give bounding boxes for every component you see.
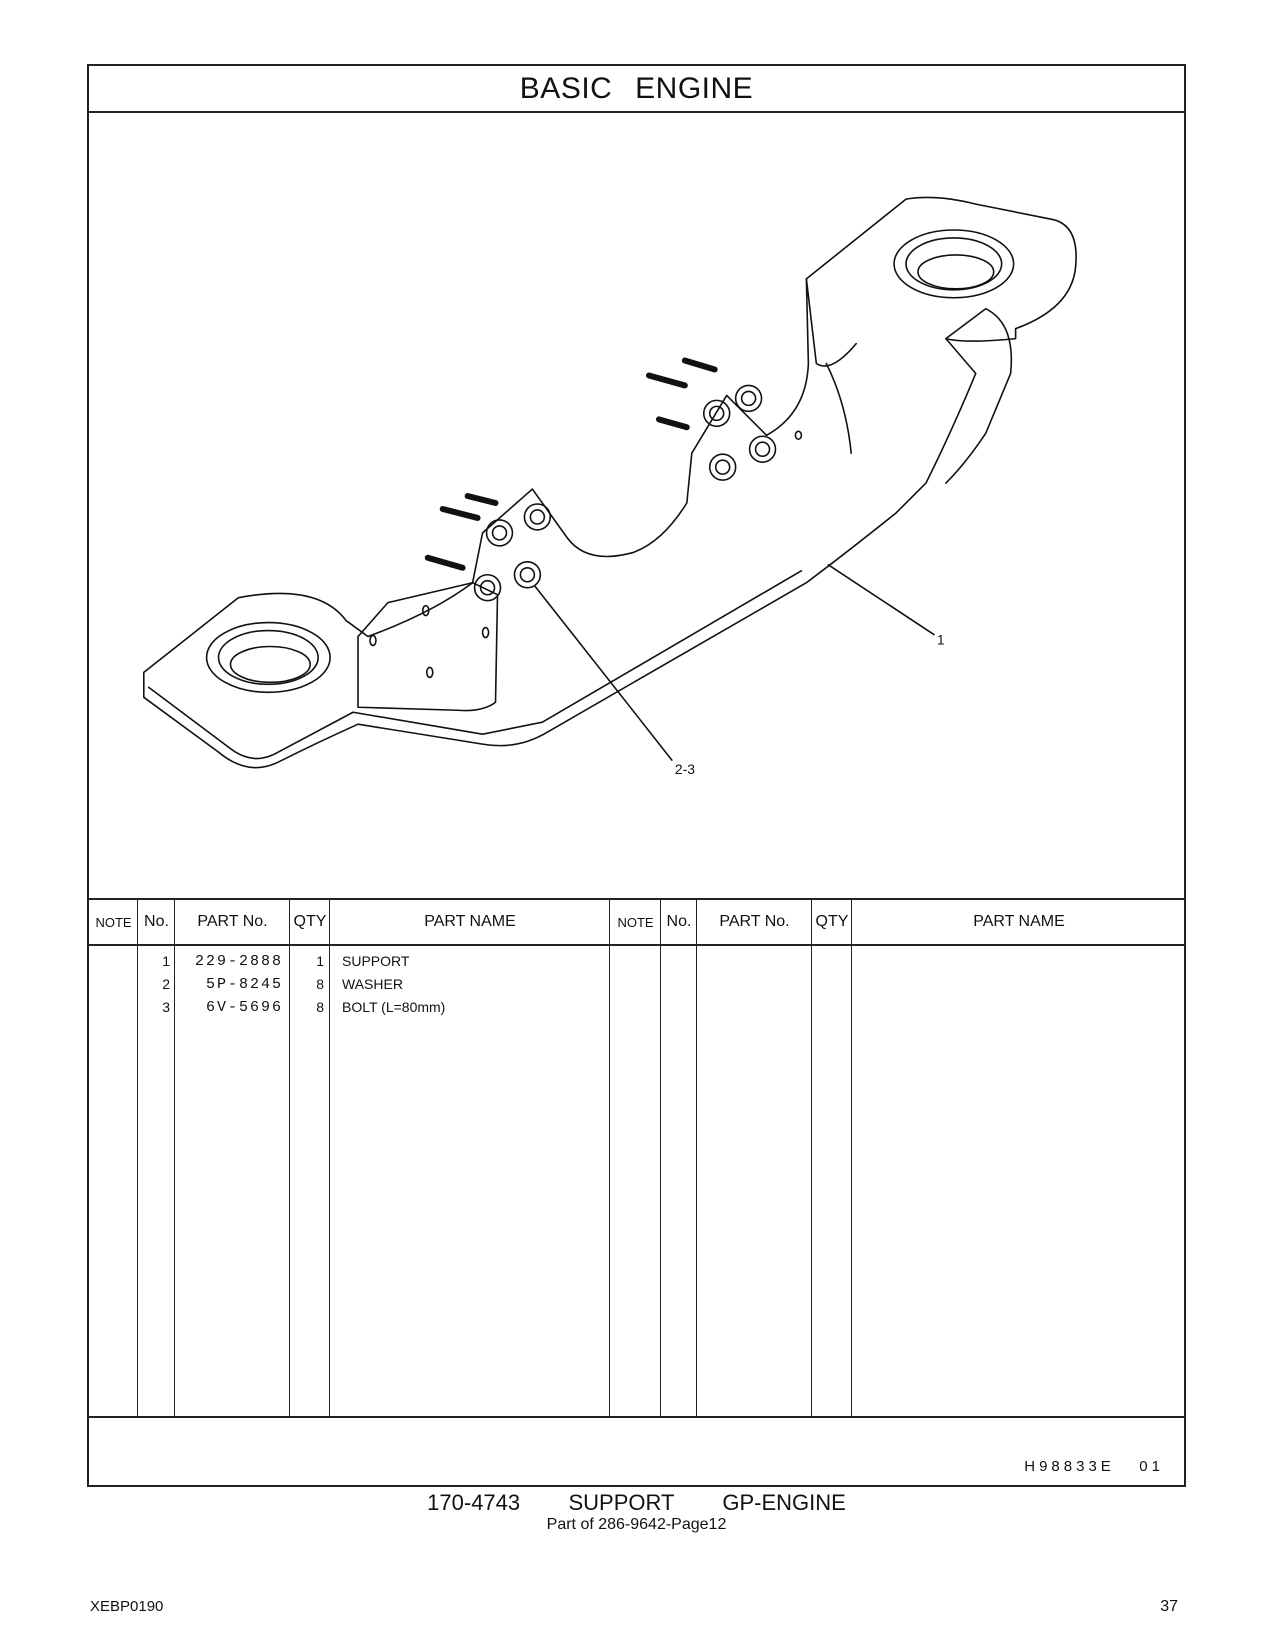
group-subcaption: Part of 286-9642-Page12 [546, 1516, 727, 1533]
col-qty-2: QTY [815, 913, 849, 930]
col-note: NOTE [95, 914, 132, 930]
part-number: 229-2888 [194, 953, 283, 970]
item-no: 1 [162, 953, 170, 969]
page-title: BASIC ENGINE [89, 66, 1184, 113]
callout-2-3: 2-3 [674, 761, 696, 778]
quantity: 8 [316, 999, 324, 1015]
table-row [89, 996, 1184, 1019]
col-part-no-2: PART No. [719, 913, 790, 930]
item-no: 2 [162, 976, 170, 992]
part-number: 6V-5696 [205, 999, 283, 1016]
col-no-2: No. [666, 913, 692, 930]
table-row [89, 950, 1184, 973]
quantity: 1 [316, 953, 324, 969]
callout-1: 1 [936, 631, 945, 648]
page-number: 37 [1160, 1598, 1178, 1615]
table-header [89, 900, 1184, 946]
parts-page-frame [87, 64, 1186, 1487]
illustration-code: H98833E 01 [1024, 1458, 1164, 1475]
col-no: No. [144, 913, 169, 930]
col-qty: QTY [293, 913, 327, 930]
col-part-name: PART NAME [424, 913, 516, 930]
col-note-2: NOTE [617, 914, 654, 930]
quantity: 8 [316, 976, 324, 992]
col-part-name-2: PART NAME [973, 913, 1065, 930]
part-name: WASHER [342, 976, 403, 992]
item-no: 3 [162, 999, 170, 1015]
table-row [89, 973, 1184, 996]
group-caption: 170-4743 SUPPORT GP-ENGINE [427, 1490, 846, 1515]
document-id: XEBP0190 [90, 1598, 164, 1615]
part-name: SUPPORT [342, 953, 410, 969]
exploded-view-drawing [89, 113, 1184, 898]
part-name: BOLT (L=80mm) [342, 999, 446, 1015]
col-part-no: PART No. [197, 913, 268, 930]
part-number: 5P-8245 [205, 976, 283, 993]
parts-list-table [89, 898, 1184, 1418]
engine-support-illustration [89, 113, 1184, 898]
left-bolt-group [428, 496, 551, 601]
illustration-code-area [89, 1418, 1184, 1487]
